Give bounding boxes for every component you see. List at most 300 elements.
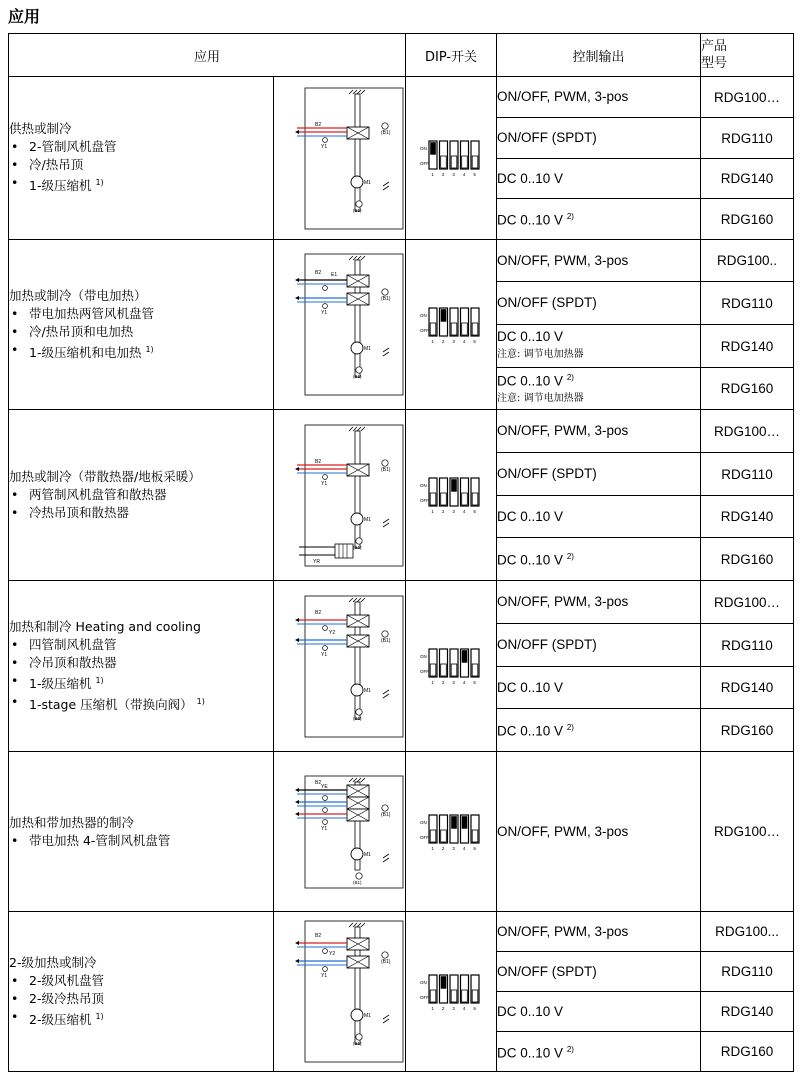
output-text: DC 0..10 V — [497, 329, 564, 344]
product-type-cell: RDG100… — [701, 752, 794, 912]
schematic-diagram — [291, 86, 405, 231]
application-description — [9, 410, 274, 581]
dip-switch-cell — [406, 240, 497, 410]
application-bullet — [9, 174, 273, 195]
flow-arrow-icon — [295, 959, 299, 963]
control-output-cell — [497, 538, 701, 581]
dip-switch-off-knob — [430, 830, 436, 843]
product-type-cell: RDG160 — [701, 538, 794, 581]
product-type-cell: RDG140 — [701, 325, 794, 368]
dip-number-label: 3 — [452, 509, 455, 514]
bullet-text: 冷吊顶和散热器 — [29, 654, 117, 670]
dip-number-label: 1 — [431, 1005, 434, 1011]
product-type-cell: RDG110 — [701, 952, 794, 992]
product-type-cell: RDG140 — [701, 667, 794, 709]
control-output-cell — [497, 496, 701, 538]
flow-arrow-icon — [295, 941, 299, 945]
room-sensor-icon — [382, 952, 388, 958]
product-type-cell: RDG110 — [701, 118, 794, 159]
product-type-cell: RDG100… — [701, 581, 794, 624]
product-type-cell: RDG100.. — [701, 240, 794, 282]
header-product-line2: 型号 — [701, 56, 728, 71]
product-type-cell: RDG110 — [701, 282, 794, 325]
dip-switch-on — [462, 816, 468, 829]
dip-switch-off-knob — [430, 664, 436, 677]
fan-motor-icon — [351, 513, 363, 525]
footnote-ref: 1) — [95, 1011, 104, 1021]
label-m1: M1 — [364, 516, 371, 523]
bullet-text: 1-stage 压缩机（带换向阀） — [29, 697, 193, 713]
label-ye: YE — [321, 783, 328, 790]
diagram-cell — [274, 77, 406, 240]
dip-switch-off-knob — [430, 323, 436, 336]
dip-switch-off-knob — [472, 156, 478, 169]
application-bullet — [9, 654, 273, 672]
dip-switch-off-knob — [462, 493, 468, 506]
product-type-cell: RDG100… — [701, 77, 794, 118]
page-title: 应用 — [8, 7, 41, 26]
dip-on-label: ON — [420, 819, 427, 825]
dip-switch-cell — [406, 581, 497, 752]
dip-switch-on — [462, 650, 468, 663]
label-b2: B2 — [315, 779, 322, 786]
dip-number-label: 2 — [441, 845, 445, 851]
label-b1: (B1) — [381, 296, 391, 302]
flow-arrow-icon — [295, 638, 299, 642]
table-row — [9, 912, 794, 952]
sensor-icon — [356, 367, 362, 373]
bullet-text: 两管制风机盘管和散热器 — [29, 487, 167, 502]
sensor-icon — [356, 708, 362, 714]
dip-switch-off-knob — [472, 664, 478, 677]
dip-number-label: 5 — [473, 1005, 476, 1011]
valve-icon — [323, 474, 328, 479]
label-b2: B2 — [315, 270, 322, 276]
dip-switch-graphic — [420, 305, 482, 345]
label-m1: M1 — [364, 687, 371, 694]
product-type-cell: RDG160 — [701, 368, 794, 410]
dip-switch-off-knob — [462, 156, 468, 169]
room-sensor-icon — [382, 459, 388, 465]
dip-switch-on — [451, 479, 457, 492]
dip-number-label: 4 — [462, 1005, 466, 1011]
dip-switch-graphic — [420, 646, 482, 686]
control-output-cell — [497, 410, 701, 453]
header-control-output: 控制输出 — [497, 34, 701, 77]
sensor-icon — [356, 872, 362, 878]
dip-switch-off-knob — [430, 493, 436, 506]
dip-switch-off-knob — [462, 990, 468, 1003]
bullet-text: 2-级压缩机 — [29, 1012, 92, 1028]
bullet-text: 冷/热吊顶 — [29, 157, 84, 173]
dip-off-label: OFF — [420, 498, 430, 503]
duct — [355, 94, 360, 211]
application-bullet — [9, 832, 273, 850]
control-output-cell — [497, 118, 701, 159]
product-type-cell: RDG140 — [701, 992, 794, 1032]
dip-number-label: 2 — [441, 680, 445, 685]
valve-icon — [323, 949, 328, 954]
diagram-cell — [274, 581, 406, 752]
schematic-diagram — [291, 423, 405, 568]
dip-number-label: 3 — [452, 1005, 455, 1011]
dip-switch-graphic — [420, 812, 482, 852]
application-bullet — [9, 504, 273, 522]
fan-motor-icon — [351, 342, 363, 354]
application-bullet — [9, 486, 273, 504]
dip-on-label: ON — [420, 654, 427, 659]
dip-off-label: OFF — [420, 327, 430, 333]
bullet-text: 1-级压缩机和电加热 — [29, 345, 142, 361]
valve-icon — [323, 137, 328, 142]
dip-switch-off-knob — [441, 156, 447, 169]
dip-number-label: 5 — [473, 172, 476, 177]
bullet-text: 带电加热两管风机盘管 — [29, 305, 155, 321]
dip-switch-on — [430, 142, 436, 155]
product-type-cell: RDG160 — [701, 1032, 794, 1072]
footnote-ref: 2) — [566, 552, 574, 562]
sensor-icon — [356, 1034, 362, 1040]
application-bullet — [9, 1008, 273, 1029]
dip-off-label: OFF — [420, 834, 430, 840]
application-description — [9, 240, 274, 410]
application-heading: 加热或制冷（带电加热） — [9, 287, 147, 303]
dip-number-label: 2 — [441, 1005, 445, 1011]
label-b1: (B1) — [381, 129, 391, 136]
product-type-cell: RDG140 — [701, 496, 794, 538]
product-type-cell: RDG140 — [701, 159, 794, 199]
dip-switch-off-knob — [441, 664, 447, 677]
flow-arrow-icon — [295, 296, 299, 300]
output-text: ON/OFF, PWM, 3-pos — [497, 923, 629, 939]
flow-arrow-icon — [295, 788, 299, 792]
dip-switch-graphic — [420, 475, 482, 515]
dip-switch-cell — [406, 752, 497, 912]
dip-number-label: 5 — [473, 509, 476, 514]
bullet-text: 冷/热吊顶和电加热 — [29, 323, 134, 339]
diagram-cell — [274, 752, 406, 912]
flow-arrow-icon — [295, 278, 299, 282]
dip-number-label: 4 — [462, 509, 466, 514]
schematic-diagram — [291, 594, 405, 739]
dip-number-label: 2 — [441, 509, 445, 514]
dip-number-label: 4 — [462, 172, 466, 177]
footnote-ref: 2) — [566, 212, 574, 222]
dip-number-label: 5 — [473, 680, 476, 685]
label-b2: B2 — [315, 933, 322, 939]
control-output-cell — [497, 752, 701, 912]
output-text: ON/OFF (SPDT) — [497, 130, 597, 145]
application-bullet — [9, 305, 273, 323]
footnote-ref: 1) — [196, 697, 205, 706]
control-output-cell — [497, 159, 701, 199]
table-row — [9, 77, 794, 118]
label-b1-lower: (B1) — [353, 544, 362, 550]
dip-switch-on — [441, 309, 447, 322]
output-text: DC 0..10 V — [497, 679, 564, 695]
application-heading: 加热和带加热器的制冷 — [9, 814, 135, 830]
fan-motor-icon — [351, 684, 363, 696]
dip-off-label: OFF — [420, 161, 430, 166]
output-text: ON/OFF (SPDT) — [497, 963, 597, 979]
dip-switch-off-knob — [451, 323, 457, 336]
label-y2: Y2 — [329, 951, 336, 957]
flow-arrow-icon — [295, 467, 299, 471]
label-y1: Y1 — [321, 143, 328, 150]
valve-icon — [323, 967, 328, 972]
application-heading: 加热或制冷（带散热器/地板采暖） — [9, 469, 201, 484]
table-row — [9, 581, 794, 624]
valve-icon — [323, 795, 328, 800]
application-bullet — [9, 341, 273, 362]
application-bullet — [9, 972, 273, 990]
bullet-text: 1-级压缩机 — [29, 178, 92, 194]
footnote-ref: 1) — [145, 344, 154, 354]
valve-icon — [323, 304, 328, 309]
dip-number-label: 5 — [473, 845, 476, 851]
control-output-cell — [497, 282, 701, 325]
control-output-cell — [497, 77, 701, 118]
output-text: ON/OFF, PWM, 3-pos — [497, 423, 629, 438]
dip-switch-graphic — [420, 972, 482, 1012]
control-output-cell — [497, 667, 701, 709]
label-b2: B2 — [315, 609, 322, 616]
bullet-text: 冷热吊顶和散热器 — [29, 505, 130, 520]
valve-icon — [323, 807, 328, 812]
schematic-diagram — [291, 774, 405, 890]
footnote-ref: 1) — [95, 675, 104, 685]
bullet-text: 四管制风机盘管 — [29, 636, 117, 652]
dip-switch-off-knob — [462, 323, 468, 336]
label-m1: M1 — [364, 179, 371, 186]
label-y1: Y1 — [321, 480, 328, 487]
dip-off-label: OFF — [420, 669, 430, 674]
control-output-cell — [497, 912, 701, 952]
valve-icon — [323, 645, 328, 650]
output-note: 注意: 调节电加热器 — [497, 393, 584, 405]
output-text: DC 0..10 V — [497, 552, 564, 568]
label-y1: Y1 — [321, 825, 328, 832]
sensor-icon — [356, 537, 362, 543]
control-output-cell — [497, 992, 701, 1032]
dip-number-label: 3 — [452, 338, 455, 344]
dip-switch-off-knob — [451, 156, 457, 169]
dip-switch-off-knob — [472, 990, 478, 1003]
radiator-icon — [335, 544, 353, 558]
application-description — [9, 912, 274, 1072]
control-output-cell — [497, 1032, 701, 1072]
fan-motor-icon — [351, 848, 363, 860]
product-type-cell: RDG110 — [701, 453, 794, 496]
application-bullet — [9, 156, 273, 174]
output-note: 注意: 调节电加热器 — [497, 349, 584, 360]
control-output-cell — [497, 581, 701, 624]
duct — [355, 431, 360, 548]
dip-switch-on — [441, 976, 447, 989]
diagram-cell — [274, 410, 406, 581]
product-type-cell: RDG110 — [701, 624, 794, 667]
application-description — [9, 752, 274, 912]
output-text: ON/OFF, PWM, 3-pos — [497, 252, 629, 268]
output-text: DC 0..10 V — [497, 212, 564, 228]
dip-switch-off-knob — [430, 990, 436, 1003]
header-product-type — [701, 34, 794, 77]
output-text: ON/OFF (SPDT) — [497, 295, 597, 310]
dip-number-label: 1 — [431, 338, 434, 344]
application-bullet — [9, 990, 273, 1008]
label-b1: (B1) — [381, 959, 391, 965]
label-b1-lower: (B1) — [353, 207, 362, 213]
valve-icon — [323, 286, 328, 291]
label-b1-lower: (B1) — [353, 879, 362, 885]
label-y1: Y1 — [321, 973, 328, 979]
flow-arrow-icon — [295, 812, 299, 816]
bullet-text: 2-级风机盘管 — [29, 972, 104, 988]
dip-off-label: OFF — [420, 994, 430, 1000]
header-application: 应用 — [9, 34, 406, 77]
output-text: DC 0..10 V — [497, 373, 564, 389]
label-b1: (B1) — [381, 637, 391, 644]
dip-on-label: ON — [420, 483, 427, 488]
label-y1: Y1 — [321, 651, 328, 658]
label-y1: Y1 — [321, 310, 328, 316]
dip-on-label: ON — [420, 979, 427, 985]
application-description — [9, 77, 274, 240]
dip-number-label: 1 — [431, 845, 434, 851]
label-y2: Y2 — [329, 629, 336, 636]
output-text: ON/OFF (SPDT) — [497, 466, 597, 481]
application-heading: 供热或制冷 — [9, 121, 72, 137]
control-output-cell — [497, 199, 701, 240]
table-row — [9, 752, 794, 912]
footnote-ref: 2) — [566, 372, 574, 382]
flow-arrow-icon — [295, 618, 299, 622]
output-text: ON/OFF, PWM, 3-pos — [497, 594, 629, 609]
label-b1: (B1) — [381, 811, 391, 818]
dip-switch-on — [451, 816, 457, 829]
dip-switch-off-knob — [472, 493, 478, 506]
output-text: DC 0..10 V — [497, 723, 564, 739]
dip-switch-off-knob — [451, 990, 457, 1003]
diagram-cell — [274, 912, 406, 1072]
control-output-cell — [497, 709, 701, 752]
dip-switch-off-knob — [441, 830, 447, 843]
room-sensor-icon — [382, 122, 388, 128]
control-output-cell — [497, 368, 701, 410]
control-output-cell — [497, 325, 701, 368]
output-text: ON/OFF, PWM, 3-pos — [497, 823, 629, 839]
bullet-text: 2-管制风机盘管 — [29, 139, 117, 155]
dip-switch-cell — [406, 912, 497, 1072]
footnote-ref: 1) — [95, 178, 104, 188]
application-description — [9, 581, 274, 752]
dip-switch-cell — [406, 77, 497, 240]
footnote-ref: 2) — [566, 723, 574, 733]
control-output-cell — [497, 952, 701, 992]
dip-number-label: 3 — [452, 172, 455, 177]
table-row — [9, 240, 794, 282]
header-dip-switch: DIP-开关 — [406, 34, 497, 77]
valve-icon — [323, 819, 328, 824]
dip-on-label: ON — [420, 146, 427, 151]
room-sensor-icon — [382, 630, 388, 636]
table-header-row — [9, 34, 794, 77]
output-text: DC 0..10 V — [497, 1045, 564, 1061]
valve-icon — [323, 625, 328, 630]
dip-switch-cell — [406, 410, 497, 581]
dip-number-label: 4 — [462, 338, 466, 344]
dip-number-label: 1 — [431, 509, 434, 514]
bullet-text: 1-级压缩机 — [29, 676, 92, 691]
control-output-cell — [497, 453, 701, 496]
application-heading: 2-级加热或制冷 — [9, 954, 97, 970]
label-m1: M1 — [364, 346, 371, 352]
dip-on-label: ON — [420, 312, 427, 318]
dip-switch-graphic — [420, 138, 482, 178]
dip-switch-off-knob — [472, 323, 478, 336]
sensor-icon — [356, 200, 362, 206]
application-bullet — [9, 693, 273, 714]
dip-switch-off-knob — [472, 830, 478, 843]
application-bullet — [9, 672, 273, 693]
label-b1-lower: (B1) — [353, 715, 362, 721]
label-b1: (B1) — [381, 466, 391, 473]
room-sensor-icon — [382, 289, 388, 295]
dip-number-label: 3 — [452, 680, 455, 685]
output-text: DC 0..10 V — [497, 1003, 564, 1019]
label-m1: M1 — [364, 1013, 371, 1019]
control-output-cell — [497, 240, 701, 282]
application-bullet — [9, 138, 273, 156]
room-sensor-icon — [382, 804, 388, 810]
diagram-cell — [274, 240, 406, 410]
label-b1-lower: (B1) — [353, 1041, 362, 1046]
application-bullet — [9, 636, 273, 654]
dip-number-label: 4 — [462, 680, 466, 685]
application-table — [8, 33, 794, 1072]
dip-switch-off-knob — [451, 664, 457, 677]
fan-motor-icon — [351, 1009, 363, 1021]
fan-motor-icon — [351, 176, 363, 188]
schematic-diagram — [291, 252, 405, 397]
dip-number-label: 2 — [441, 172, 445, 177]
dip-number-label: 5 — [473, 338, 476, 344]
dip-switch-off-knob — [441, 493, 447, 506]
table-row — [9, 410, 794, 453]
product-type-cell: RDG100... — [701, 912, 794, 952]
label-m1: M1 — [364, 851, 371, 858]
dip-number-label: 4 — [462, 845, 466, 851]
label-e1: E1 — [331, 272, 338, 278]
product-type-cell: RDG160 — [701, 709, 794, 752]
bullet-text: 带电加热 4-管制风机盘管 — [29, 832, 171, 848]
label-yr: YR — [313, 558, 320, 565]
control-output-cell — [497, 624, 701, 667]
bullet-text: 2-级冷热吊顶 — [29, 990, 104, 1006]
flow-arrow-icon — [295, 130, 299, 134]
flow-arrow-icon — [295, 800, 299, 804]
application-heading: 加热和制冷 Heating and cooling — [9, 618, 201, 634]
schematic-diagram — [291, 919, 405, 1064]
output-text: ON/OFF (SPDT) — [497, 637, 597, 652]
dip-number-label: 3 — [452, 845, 455, 851]
dip-number-label: 1 — [431, 680, 434, 685]
dip-number-label: 1 — [431, 172, 434, 177]
output-text: DC 0..10 V — [497, 170, 564, 186]
product-type-cell: RDG100… — [701, 410, 794, 453]
product-type-cell: RDG160 — [701, 199, 794, 240]
output-text: ON/OFF, PWM, 3-pos — [497, 89, 629, 104]
